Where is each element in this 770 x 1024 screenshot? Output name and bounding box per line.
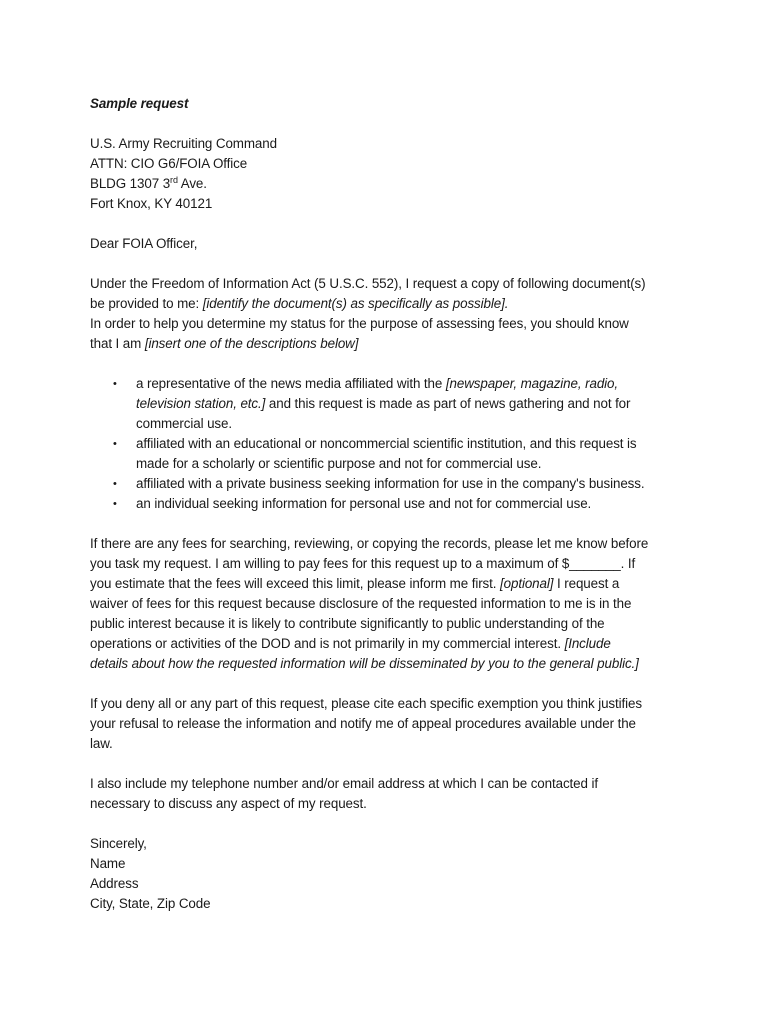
requester-category-list (90, 374, 690, 514)
bullet-icon: • (113, 498, 117, 510)
list-item: • a representative of the news media affiliated with the [newspaper, magazine, radio, television station, etc.] and this request is made as part of news gathering and not for commercial use. (113, 376, 631, 431)
intro-paragraph: Under the Freedom of Information Act (5 U.S.C. 552), I request a copy of following document(s) be provided to me: [identify the document(s) as specifically as possible]. In order to help you determine my status for the purpose of assessing fees, you should know that I am [insert one of the descriptions below] (90, 276, 646, 351)
closing-city: City, State, Zip Code (90, 896, 211, 911)
address-line: U.S. Army Recruiting Command (90, 136, 277, 151)
page-title: Sample request (90, 96, 189, 111)
contact-paragraph: I also include my telephone number and/or email address at which I can be contacted if necessary to discuss any aspect of my request. (90, 776, 598, 811)
closing-name: Name (90, 856, 126, 871)
address-line: BLDG 1307 3rd Ave. (90, 175, 207, 191)
address-line: ATTN: CIO G6/FOIA Office (90, 156, 248, 171)
closing-block (90, 834, 690, 914)
salutation: Dear FOIA Officer, (90, 236, 198, 251)
letter-body (90, 94, 690, 914)
placeholder-text: [identify the document(s) as specifically as possible]. (202, 296, 509, 311)
closing-sincerely: Sincerely, (90, 836, 147, 851)
address-line: Fort Knox, KY 40121 (90, 196, 213, 211)
ordinal-superscript: rd (170, 175, 178, 185)
placeholder-text: [insert one of the descriptions below] (144, 336, 359, 351)
bullet-icon: • (113, 438, 117, 450)
recipient-address (90, 134, 690, 214)
list-item: • affiliated with an educational or noncommercial scientific institution, and this request is made for a scholarly or scientific purpose and not for commercial use. (113, 436, 637, 471)
bullet-icon: • (113, 478, 117, 490)
list-item: • an individual seeking information for personal use and not for commercial use. (90, 494, 690, 514)
fees-paragraph: If there are any fees for searching, reviewing, or copying the records, please let me know before you task my request. I am willing to pay fees for this request up to a maximum of $_______. If you estimate that the fees will exceed this limit, please inform me first. [optional] I request a waiver of fees for this request because disclosure of the requested information to me is in the public interest because it is likely to contribute significantly to public understanding of the operations or activities of the DOD and is not primarily in my commercial interest. [Include details about how the requested information will be disseminated by you to the general public.] (90, 536, 649, 671)
bullet-icon: • (113, 378, 117, 390)
denial-paragraph: If you deny all or any part of this request, please cite each specific exemption you think justifies your refusal to release the information and notify me of appeal procedures available under the law. (90, 696, 642, 751)
closing-address: Address (90, 876, 139, 891)
list-item: • affiliated with a private business seeking information for use in the company's business. (90, 474, 690, 494)
